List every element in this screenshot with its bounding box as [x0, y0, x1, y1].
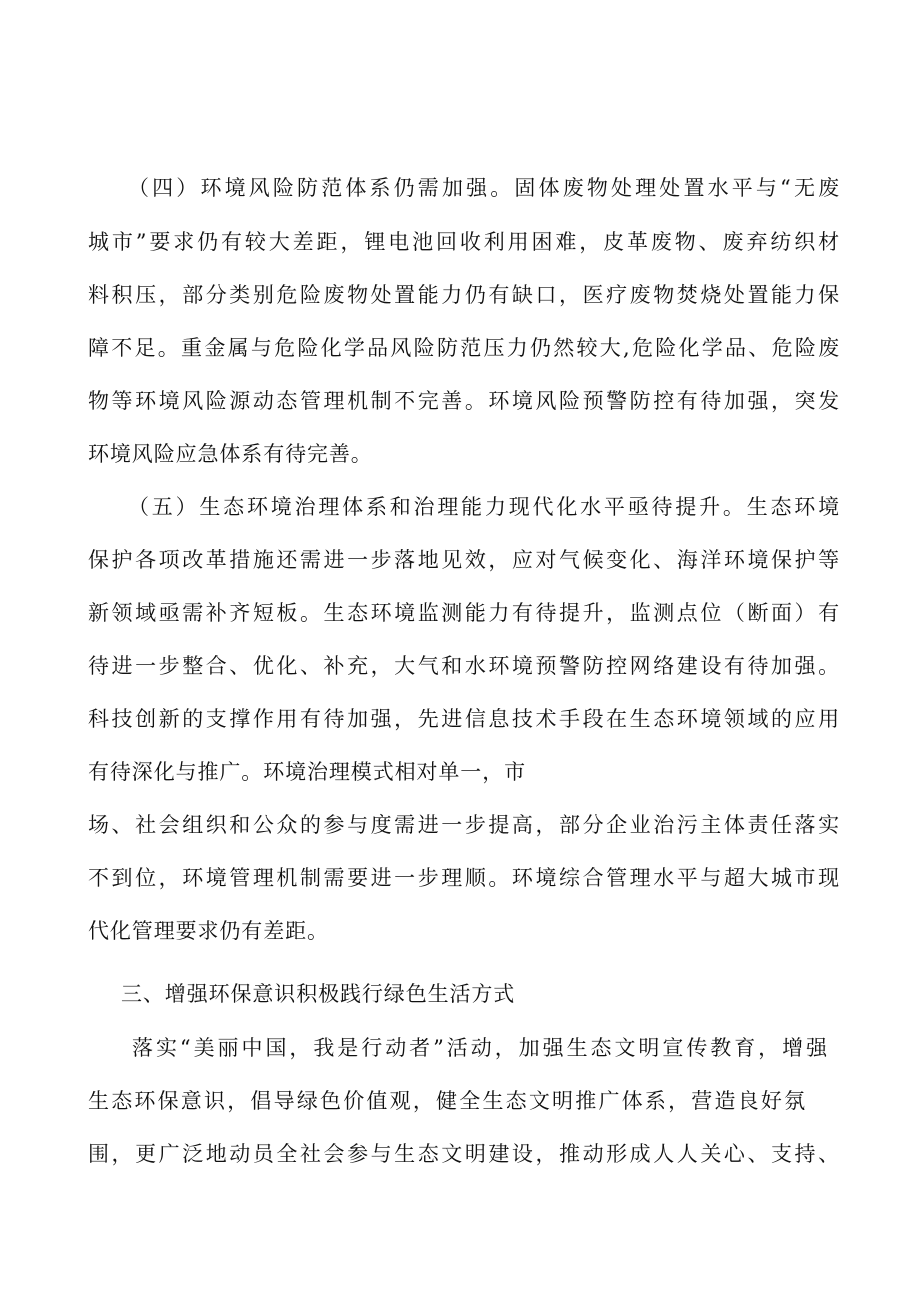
text-line: 料积压，部分类别危险废物处置能力仍有缺口，医疗废物焚烧处置能力保	[88, 283, 840, 307]
text-line: 生态环保意识，倡导绿色价值观，健全生态文明推广体系，营造良好氛	[88, 1089, 806, 1113]
text-line: 科技创新的支撑作用有待加强，先进信息技术手段在生态环境领域的应用	[88, 707, 840, 731]
text-line: 新领域亟需补齐短板。生态环境监测能力有待提升，监测点位（断面）有	[88, 601, 840, 625]
text-line: 落实“美丽中国，我是行动者”活动，加强生态文明宣传教育，增强	[132, 1036, 828, 1060]
section-heading: 三、增强环保意识积极践行绿色生活方式	[121, 982, 516, 1006]
text-line: 围，更广泛地动员全社会参与生态文明建设，推动形成人人关心、支持、	[88, 1142, 840, 1166]
text-line: 不到位，环境管理机制需要进一步理顺。环境综合管理水平与超大城市现	[88, 866, 840, 890]
text-line: 环境风险应急体系有待完善。	[88, 442, 373, 466]
text-line: 障不足。重金属与危险化学品风险防范压力仍然较大,危险化学品、危险废	[88, 336, 840, 360]
text-line: （五）生态环境治理体系和治理能力现代化水平亟待提升。生态环境	[128, 495, 840, 519]
text-line: 保护各项改革措施还需进一步落地见效，应对气候变化、海洋环境保护等	[88, 548, 840, 572]
text-line: 场、社会组织和公众的参与度需进一步提高，部分企业治污主体责任落实	[88, 813, 840, 837]
text-line: 待进一步整合、优化、补充，大气和水环境预警防控网络建设有待加强。	[88, 654, 840, 678]
text-line: 城市”要求仍有较大差距，锂电池回收利用困难，皮革废物、废弃纺织材	[88, 230, 840, 254]
text-line: 有待深化与推广。环境治理模式相对单一，市	[88, 760, 526, 784]
text-line: （四）环境风险防范体系仍需加强。固体废物处理处置水平与“无废	[128, 176, 840, 200]
text-line: 物等环境风险源动态管理机制不完善。环境风险预警防控有待加强，突发	[88, 389, 840, 413]
text-line: 代化管理要求仍有差距。	[88, 919, 329, 943]
